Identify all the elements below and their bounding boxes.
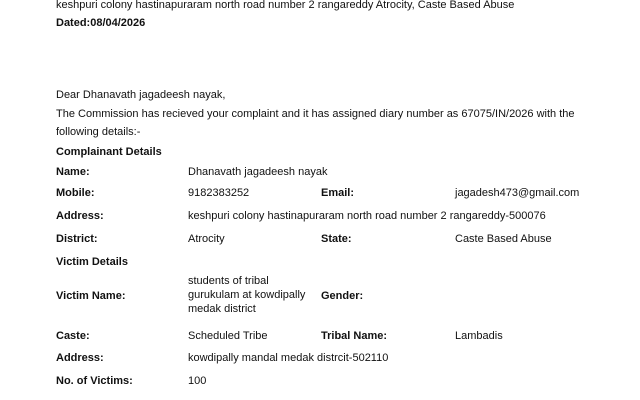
victim-name-value: students of tribal gurukulam at kowdipally medak district (188, 275, 306, 315)
caste-value: Scheduled Tribe (188, 330, 268, 342)
victim-address-label: Address: (56, 352, 104, 364)
address-value: keshpuri colony hastinapuraram north road number 2 rangareddy-500076 (188, 210, 546, 222)
district-value: Atrocity (188, 233, 225, 245)
victim-heading: Victim Details (56, 256, 128, 268)
state-label: State: (321, 233, 352, 245)
name-label: Name: (56, 166, 90, 178)
email-value: jagadesh473@gmail.com (455, 187, 580, 199)
gender-label: Gender: (321, 290, 364, 302)
victim-address-value: kowdipally mandal medak distrcit-502110 (188, 352, 389, 364)
complainant-region-row (0, 233, 640, 249)
state-value: Caste Based Abuse (455, 233, 552, 245)
tribal-name-value: Lambadis (455, 330, 503, 342)
victim-count-value: 100 (188, 375, 207, 387)
salutation: Dear Dhanavath jagadeesh nayak, (56, 89, 226, 101)
complainant-contact-row (0, 187, 640, 203)
mobile-value: 9182383252 (188, 187, 250, 199)
complainant-address-row (0, 210, 640, 226)
name-value: Dhanavath jagadeesh nayak (188, 166, 328, 178)
caste-label: Caste: (56, 330, 90, 342)
address-label: Address: (56, 210, 104, 222)
victim-caste-row (0, 330, 640, 346)
letter-body-line-1: The Commission has recieved your complaint and it has assigned diary number as 67075/IN/2026 with the (56, 108, 575, 120)
subject-line: keshpuri colony hastinapuraram north road number 2 rangareddy Atrocity, Caste Based Abuse (56, 0, 515, 11)
victim-count-label: No. of Victims: (56, 375, 133, 387)
letter-body-line-2: following details:- (56, 126, 141, 138)
mobile-label: Mobile: (56, 187, 95, 199)
tribal-name-label: Tribal Name: (321, 330, 388, 342)
email-label: Email: (321, 187, 355, 199)
complainant-name-row (0, 166, 640, 182)
victim-address-row (0, 352, 640, 368)
victim-count-row (0, 375, 640, 391)
complainant-heading: Complainant Details (56, 146, 162, 158)
district-label: District: (56, 233, 98, 245)
letter-date: Dated:08/04/2026 (56, 17, 146, 29)
victim-name-label: Victim Name: (56, 290, 126, 302)
